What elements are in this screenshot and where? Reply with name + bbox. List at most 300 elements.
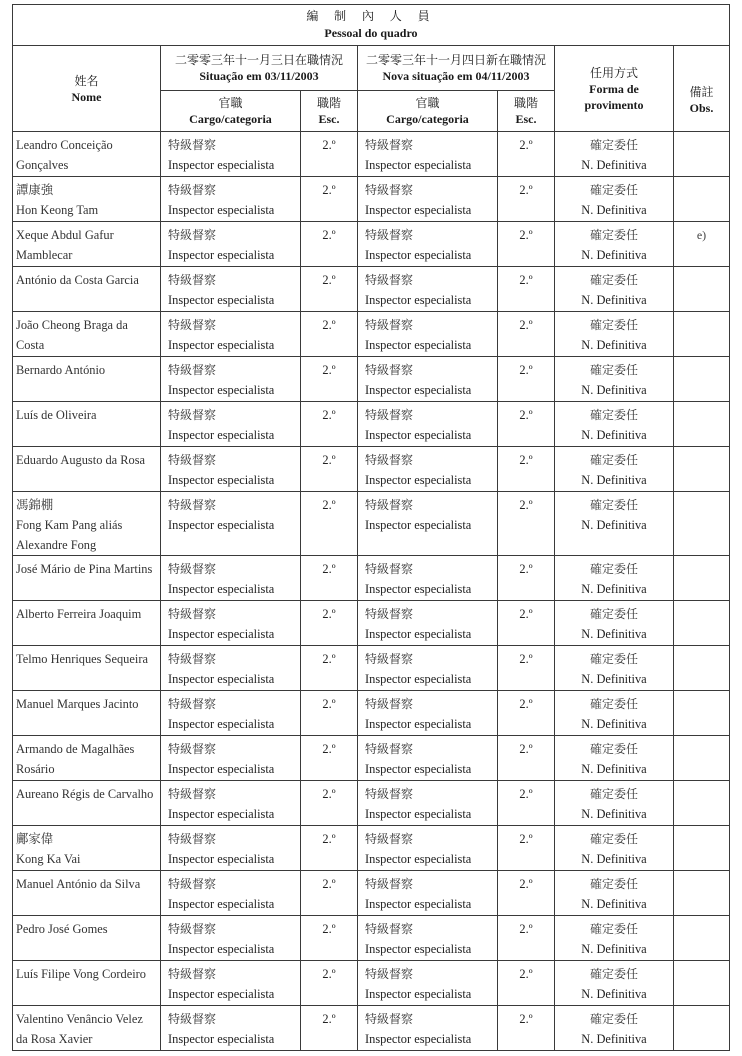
old-cargo-zh: 特級督察 bbox=[168, 408, 217, 422]
forma-pt: N. Definitiva bbox=[581, 203, 647, 217]
new-cargo-pt: Inspector especialista bbox=[365, 942, 472, 956]
document-page bbox=[12, 4, 729, 1051]
obs-cell bbox=[674, 267, 730, 312]
old-esc-cell bbox=[301, 871, 358, 916]
header-new-cargo-pt: Cargo/categoria bbox=[386, 112, 469, 126]
old-esc-value: 2.º bbox=[322, 408, 336, 422]
table-row bbox=[13, 601, 730, 646]
staff-name-line: João Cheong Braga da Costa bbox=[16, 318, 128, 352]
new-esc-cell bbox=[498, 691, 555, 736]
new-esc-value: 2.º bbox=[519, 787, 533, 801]
staff-name-line: Leandro Conceição bbox=[16, 138, 113, 152]
old-cargo-cell bbox=[161, 961, 301, 1006]
staff-name-line: Alberto Ferreira Joaquim bbox=[16, 607, 142, 621]
staff-name-line: Luís de Oliveira bbox=[16, 408, 97, 422]
new-cargo-zh: 特級督察 bbox=[365, 967, 414, 981]
obs-cell bbox=[674, 601, 730, 646]
new-cargo-pt: Inspector especialista bbox=[365, 627, 472, 641]
forma-zh: 確定委任 bbox=[589, 922, 638, 936]
header-new-esc-pt: Esc. bbox=[515, 112, 537, 126]
staff-name-cell bbox=[13, 447, 161, 492]
old-cargo-zh: 特級督察 bbox=[168, 453, 217, 467]
old-cargo-pt: Inspector especialista bbox=[168, 158, 275, 172]
forma-zh: 確定委任 bbox=[589, 697, 638, 711]
old-cargo-zh: 特級督察 bbox=[168, 138, 217, 152]
header-new-esc bbox=[498, 91, 555, 132]
new-cargo-cell bbox=[358, 267, 498, 312]
staff-name-cell bbox=[13, 691, 161, 736]
old-cargo-zh: 特級督察 bbox=[168, 652, 217, 666]
new-cargo-pt: Inspector especialista bbox=[365, 717, 472, 731]
forma-pt: N. Definitiva bbox=[581, 473, 647, 487]
old-cargo-zh: 特級督察 bbox=[168, 183, 217, 197]
new-esc-cell bbox=[498, 357, 555, 402]
old-cargo-cell bbox=[161, 357, 301, 402]
staff-name-cell bbox=[13, 961, 161, 1006]
header-old-situation-zh: 二零零三年十一月三日在職情況 bbox=[174, 53, 343, 67]
old-cargo-zh: 特級督察 bbox=[168, 562, 217, 576]
old-esc-value: 2.º bbox=[322, 363, 336, 377]
old-cargo-cell bbox=[161, 871, 301, 916]
staff-name-cell bbox=[13, 916, 161, 961]
new-cargo-pt: Inspector especialista bbox=[365, 158, 472, 172]
forma-cell bbox=[555, 312, 674, 357]
forma-zh: 確定委任 bbox=[589, 498, 638, 512]
new-cargo-cell bbox=[358, 357, 498, 402]
table-row bbox=[13, 312, 730, 357]
new-esc-cell bbox=[498, 556, 555, 601]
header-obs-zh: 備註 bbox=[689, 85, 714, 99]
old-cargo-zh: 特級督察 bbox=[168, 832, 217, 846]
old-esc-cell bbox=[301, 1006, 358, 1051]
old-cargo-pt: Inspector especialista bbox=[168, 627, 275, 641]
new-cargo-cell bbox=[358, 1006, 498, 1051]
forma-cell bbox=[555, 781, 674, 826]
table-row bbox=[13, 132, 730, 177]
staff-name-cell bbox=[13, 492, 161, 556]
forma-zh: 確定委任 bbox=[589, 1012, 638, 1026]
new-cargo-zh: 特級督察 bbox=[365, 562, 414, 576]
staff-name-cell bbox=[13, 871, 161, 916]
staff-name-cell bbox=[13, 222, 161, 267]
old-cargo-zh: 特級督察 bbox=[168, 363, 217, 377]
obs-cell bbox=[674, 826, 730, 871]
staff-name-cell bbox=[13, 736, 161, 781]
forma-zh: 確定委任 bbox=[589, 877, 638, 891]
staff-name-line: Alexandre Fong bbox=[16, 538, 97, 552]
old-cargo-pt: Inspector especialista bbox=[168, 582, 275, 596]
old-esc-cell bbox=[301, 447, 358, 492]
forma-zh: 確定委任 bbox=[589, 183, 638, 197]
new-esc-value: 2.º bbox=[519, 832, 533, 846]
new-esc-value: 2.º bbox=[519, 138, 533, 152]
header-forma-pt: Forma de provimento bbox=[584, 81, 644, 112]
forma-zh: 確定委任 bbox=[589, 787, 638, 801]
staff-name-line: 鄺家偉 bbox=[16, 832, 54, 846]
forma-pt: N. Definitiva bbox=[581, 852, 647, 866]
old-cargo-cell bbox=[161, 492, 301, 556]
old-cargo-pt: Inspector especialista bbox=[168, 203, 275, 217]
old-cargo-cell bbox=[161, 646, 301, 691]
new-cargo-zh: 特級督察 bbox=[365, 922, 414, 936]
forma-cell bbox=[555, 1006, 674, 1051]
table-row bbox=[13, 492, 730, 556]
old-esc-cell bbox=[301, 177, 358, 222]
old-esc-value: 2.º bbox=[322, 183, 336, 197]
forma-zh: 確定委任 bbox=[589, 363, 638, 377]
new-cargo-zh: 特級督察 bbox=[365, 877, 414, 891]
old-cargo-pt: Inspector especialista bbox=[168, 383, 275, 397]
old-cargo-cell bbox=[161, 601, 301, 646]
header-nome-pt: Nome bbox=[71, 89, 102, 104]
table-row bbox=[13, 646, 730, 691]
staff-name-cell bbox=[13, 646, 161, 691]
new-cargo-zh: 特級督察 bbox=[365, 228, 414, 242]
forma-cell bbox=[555, 736, 674, 781]
header-new-cargo bbox=[358, 91, 498, 132]
new-cargo-cell bbox=[358, 736, 498, 781]
old-cargo-pt: Inspector especialista bbox=[168, 807, 275, 821]
old-esc-cell bbox=[301, 357, 358, 402]
new-esc-cell bbox=[498, 222, 555, 267]
header-nome bbox=[13, 46, 161, 132]
old-cargo-pt: Inspector especialista bbox=[168, 672, 275, 686]
new-cargo-pt: Inspector especialista bbox=[365, 672, 472, 686]
forma-cell bbox=[555, 177, 674, 222]
new-cargo-zh: 特級督察 bbox=[365, 453, 414, 467]
table-row bbox=[13, 961, 730, 1006]
new-cargo-pt: Inspector especialista bbox=[365, 987, 472, 1001]
new-cargo-cell bbox=[358, 492, 498, 556]
new-esc-value: 2.º bbox=[519, 498, 533, 512]
new-cargo-cell bbox=[358, 222, 498, 267]
old-cargo-pt: Inspector especialista bbox=[168, 762, 275, 776]
forma-zh: 確定委任 bbox=[589, 607, 638, 621]
new-esc-cell bbox=[498, 177, 555, 222]
obs-cell bbox=[674, 781, 730, 826]
staff-name-line: Mamblecar bbox=[16, 248, 73, 262]
staff-name-line: Gonçalves bbox=[16, 158, 69, 172]
header-new-esc-zh: 職階 bbox=[513, 96, 538, 110]
header-new-situation-zh: 二零零三年十一月四日新在職情況 bbox=[365, 53, 546, 67]
old-esc-cell bbox=[301, 691, 358, 736]
new-cargo-pt: Inspector especialista bbox=[365, 248, 472, 262]
new-cargo-pt: Inspector especialista bbox=[365, 338, 472, 352]
new-cargo-pt: Inspector especialista bbox=[365, 428, 472, 442]
old-esc-cell bbox=[301, 781, 358, 826]
forma-cell bbox=[555, 357, 674, 402]
obs-cell bbox=[674, 222, 730, 267]
old-cargo-cell bbox=[161, 736, 301, 781]
old-cargo-cell bbox=[161, 132, 301, 177]
forma-cell bbox=[555, 402, 674, 447]
old-esc-cell bbox=[301, 961, 358, 1006]
new-esc-value: 2.º bbox=[519, 742, 533, 756]
forma-zh: 確定委任 bbox=[589, 967, 638, 981]
new-esc-value: 2.º bbox=[519, 408, 533, 422]
table-row bbox=[13, 826, 730, 871]
obs-cell bbox=[674, 357, 730, 402]
forma-cell bbox=[555, 826, 674, 871]
obs-cell bbox=[674, 556, 730, 601]
forma-cell bbox=[555, 646, 674, 691]
staff-name-line: da Rosa Xavier bbox=[16, 1032, 93, 1046]
new-esc-value: 2.º bbox=[519, 318, 533, 332]
new-cargo-pt: Inspector especialista bbox=[365, 473, 472, 487]
header-old-cargo-pt: Cargo/categoria bbox=[189, 112, 272, 126]
forma-pt: N. Definitiva bbox=[581, 987, 647, 1001]
forma-pt: N. Definitiva bbox=[581, 717, 647, 731]
forma-cell bbox=[555, 222, 674, 267]
staff-name-cell bbox=[13, 556, 161, 601]
forma-cell bbox=[555, 871, 674, 916]
new-cargo-cell bbox=[358, 916, 498, 961]
old-cargo-zh: 特級督察 bbox=[168, 922, 217, 936]
old-cargo-cell bbox=[161, 402, 301, 447]
new-esc-cell bbox=[498, 447, 555, 492]
table-row bbox=[13, 402, 730, 447]
obs-cell bbox=[674, 312, 730, 357]
obs-cell bbox=[674, 871, 730, 916]
new-esc-cell bbox=[498, 916, 555, 961]
old-esc-cell bbox=[301, 132, 358, 177]
table-body bbox=[13, 132, 730, 1051]
new-cargo-pt: Inspector especialista bbox=[365, 383, 472, 397]
staff-name-line: Fong Kam Pang aliás bbox=[16, 518, 123, 532]
forma-pt: N. Definitiva bbox=[581, 897, 647, 911]
old-cargo-zh: 特級督察 bbox=[168, 498, 217, 512]
old-cargo-cell bbox=[161, 781, 301, 826]
forma-zh: 確定委任 bbox=[589, 138, 638, 152]
staff-name-cell bbox=[13, 781, 161, 826]
header-obs-pt: Obs. bbox=[689, 101, 714, 115]
table-row bbox=[13, 447, 730, 492]
old-esc-value: 2.º bbox=[322, 498, 336, 512]
old-esc-value: 2.º bbox=[322, 787, 336, 801]
forma-zh: 確定委任 bbox=[589, 453, 638, 467]
old-esc-cell bbox=[301, 492, 358, 556]
obs-cell bbox=[674, 736, 730, 781]
forma-cell bbox=[555, 447, 674, 492]
new-cargo-zh: 特級督察 bbox=[365, 363, 414, 377]
old-cargo-pt: Inspector especialista bbox=[168, 987, 275, 1001]
staff-name-line: Bernardo António bbox=[16, 363, 106, 377]
new-cargo-pt: Inspector especialista bbox=[365, 582, 472, 596]
new-cargo-cell bbox=[358, 447, 498, 492]
old-cargo-zh: 特級督察 bbox=[168, 742, 217, 756]
old-cargo-zh: 特級督察 bbox=[168, 228, 217, 242]
old-cargo-pt: Inspector especialista bbox=[168, 897, 275, 911]
old-esc-cell bbox=[301, 736, 358, 781]
obs-cell bbox=[674, 447, 730, 492]
table-title bbox=[13, 5, 730, 46]
old-cargo-cell bbox=[161, 222, 301, 267]
forma-zh: 確定委任 bbox=[589, 228, 638, 242]
new-cargo-cell bbox=[358, 961, 498, 1006]
new-cargo-zh: 特級督察 bbox=[365, 787, 414, 801]
staff-name-line: Hon Keong Tam bbox=[16, 203, 99, 217]
forma-pt: N. Definitiva bbox=[581, 942, 647, 956]
new-cargo-cell bbox=[358, 402, 498, 447]
table-row bbox=[13, 357, 730, 402]
new-cargo-pt: Inspector especialista bbox=[365, 203, 472, 217]
forma-cell bbox=[555, 691, 674, 736]
old-esc-value: 2.º bbox=[322, 138, 336, 152]
forma-pt: N. Definitiva bbox=[581, 1032, 647, 1046]
obs-cell bbox=[674, 961, 730, 1006]
new-cargo-zh: 特級督察 bbox=[365, 697, 414, 711]
table-title-zh: 編 制 內 人 員 bbox=[306, 9, 436, 23]
header-forma-zh: 任用方式 bbox=[589, 65, 638, 80]
new-esc-cell bbox=[498, 312, 555, 357]
new-cargo-cell bbox=[358, 646, 498, 691]
header-new-situation bbox=[358, 46, 555, 91]
old-cargo-pt: Inspector especialista bbox=[168, 1032, 275, 1046]
forma-cell bbox=[555, 556, 674, 601]
forma-zh: 確定委任 bbox=[589, 562, 638, 576]
new-cargo-zh: 特級督察 bbox=[365, 318, 414, 332]
staff-name-line: Luís Filipe Vong Cordeiro bbox=[16, 967, 146, 981]
old-cargo-cell bbox=[161, 177, 301, 222]
table-title-pt: Pessoal do quadro bbox=[324, 26, 418, 40]
header-old-cargo-zh: 官職 bbox=[218, 96, 243, 110]
new-cargo-pt: Inspector especialista bbox=[365, 293, 472, 307]
old-esc-value: 2.º bbox=[322, 1012, 336, 1026]
old-cargo-pt: Inspector especialista bbox=[168, 852, 275, 866]
old-cargo-cell bbox=[161, 556, 301, 601]
old-esc-value: 2.º bbox=[322, 453, 336, 467]
forma-pt: N. Definitiva bbox=[581, 158, 647, 172]
staff-name-cell bbox=[13, 601, 161, 646]
old-cargo-zh: 特級督察 bbox=[168, 877, 217, 891]
old-esc-value: 2.º bbox=[322, 228, 336, 242]
forma-pt: N. Definitiva bbox=[581, 807, 647, 821]
obs-cell bbox=[674, 402, 730, 447]
obs-cell bbox=[674, 646, 730, 691]
obs-cell bbox=[674, 177, 730, 222]
obs-cell bbox=[674, 1006, 730, 1051]
header-old-esc bbox=[301, 91, 358, 132]
new-esc-value: 2.º bbox=[519, 877, 533, 891]
old-cargo-zh: 特級督察 bbox=[168, 967, 217, 981]
table-row bbox=[13, 781, 730, 826]
new-cargo-zh: 特級督察 bbox=[365, 607, 414, 621]
table-row bbox=[13, 556, 730, 601]
table-row bbox=[13, 916, 730, 961]
staff-name-cell bbox=[13, 312, 161, 357]
new-cargo-zh: 特級督察 bbox=[365, 1012, 414, 1026]
new-cargo-cell bbox=[358, 312, 498, 357]
new-cargo-cell bbox=[358, 871, 498, 916]
staff-name-line: 譚康強 bbox=[16, 183, 54, 197]
old-cargo-zh: 特級督察 bbox=[168, 1012, 217, 1026]
old-cargo-pt: Inspector especialista bbox=[168, 428, 275, 442]
staff-name-line: Telmo Henriques Sequeira bbox=[16, 652, 148, 666]
old-cargo-cell bbox=[161, 916, 301, 961]
obs-cell bbox=[674, 691, 730, 736]
forma-pt: N. Definitiva bbox=[581, 248, 647, 262]
new-esc-cell bbox=[498, 492, 555, 556]
new-esc-cell bbox=[498, 736, 555, 781]
new-cargo-zh: 特級督察 bbox=[365, 273, 414, 287]
forma-cell bbox=[555, 916, 674, 961]
new-cargo-cell bbox=[358, 556, 498, 601]
staff-name-cell bbox=[13, 267, 161, 312]
header-new-situation-pt: Nova situação em 04/11/2003 bbox=[382, 69, 530, 83]
new-cargo-zh: 特級督察 bbox=[365, 498, 414, 512]
obs-cell bbox=[674, 492, 730, 556]
old-cargo-zh: 特級督察 bbox=[168, 787, 217, 801]
new-esc-cell bbox=[498, 402, 555, 447]
old-esc-cell bbox=[301, 312, 358, 357]
staff-name-line: Xeque Abdul Gafur bbox=[16, 228, 114, 242]
old-esc-cell bbox=[301, 916, 358, 961]
new-esc-cell bbox=[498, 1006, 555, 1051]
forma-zh: 確定委任 bbox=[589, 273, 638, 287]
old-cargo-pt: Inspector especialista bbox=[168, 338, 275, 352]
old-esc-value: 2.º bbox=[322, 607, 336, 621]
obs-cell bbox=[674, 916, 730, 961]
new-esc-cell bbox=[498, 871, 555, 916]
forma-pt: N. Definitiva bbox=[581, 582, 647, 596]
obs-value: e) bbox=[696, 228, 707, 242]
old-cargo-pt: Inspector especialista bbox=[168, 717, 275, 731]
forma-pt: N. Definitiva bbox=[581, 293, 647, 307]
new-esc-value: 2.º bbox=[519, 607, 533, 621]
forma-cell bbox=[555, 132, 674, 177]
new-cargo-cell bbox=[358, 601, 498, 646]
forma-cell bbox=[555, 601, 674, 646]
new-esc-cell bbox=[498, 781, 555, 826]
old-esc-cell bbox=[301, 556, 358, 601]
new-cargo-cell bbox=[358, 826, 498, 871]
forma-zh: 確定委任 bbox=[589, 318, 638, 332]
table-row bbox=[13, 1006, 730, 1051]
new-esc-cell bbox=[498, 826, 555, 871]
staff-name-line: Armando de Magalhães bbox=[16, 742, 135, 756]
old-esc-value: 2.º bbox=[322, 318, 336, 332]
table-row bbox=[13, 267, 730, 312]
staff-name-line: Aureano Régis de Carvalho bbox=[16, 787, 154, 801]
old-cargo-cell bbox=[161, 267, 301, 312]
old-esc-cell bbox=[301, 646, 358, 691]
forma-zh: 確定委任 bbox=[589, 742, 638, 756]
old-esc-value: 2.º bbox=[322, 697, 336, 711]
header-old-esc-zh: 職階 bbox=[316, 96, 341, 110]
staff-name-line: Manuel António da Silva bbox=[16, 877, 141, 891]
forma-pt: N. Definitiva bbox=[581, 518, 647, 532]
new-cargo-pt: Inspector especialista bbox=[365, 518, 472, 532]
forma-cell bbox=[555, 961, 674, 1006]
forma-pt: N. Definitiva bbox=[581, 338, 647, 352]
new-esc-value: 2.º bbox=[519, 183, 533, 197]
old-esc-cell bbox=[301, 222, 358, 267]
staff-name-cell bbox=[13, 177, 161, 222]
old-esc-cell bbox=[301, 402, 358, 447]
forma-pt: N. Definitiva bbox=[581, 383, 647, 397]
header-old-situation-pt: Situação em 03/11/2003 bbox=[199, 69, 319, 83]
new-cargo-zh: 特級督察 bbox=[365, 832, 414, 846]
new-esc-value: 2.º bbox=[519, 652, 533, 666]
new-cargo-pt: Inspector especialista bbox=[365, 852, 472, 866]
table-row bbox=[13, 871, 730, 916]
staff-name-line: Eduardo Augusto da Rosa bbox=[16, 453, 146, 467]
old-esc-value: 2.º bbox=[322, 967, 336, 981]
old-esc-cell bbox=[301, 267, 358, 312]
new-cargo-zh: 特級督察 bbox=[365, 408, 414, 422]
staff-table bbox=[12, 4, 730, 1051]
old-cargo-pt: Inspector especialista bbox=[168, 942, 275, 956]
